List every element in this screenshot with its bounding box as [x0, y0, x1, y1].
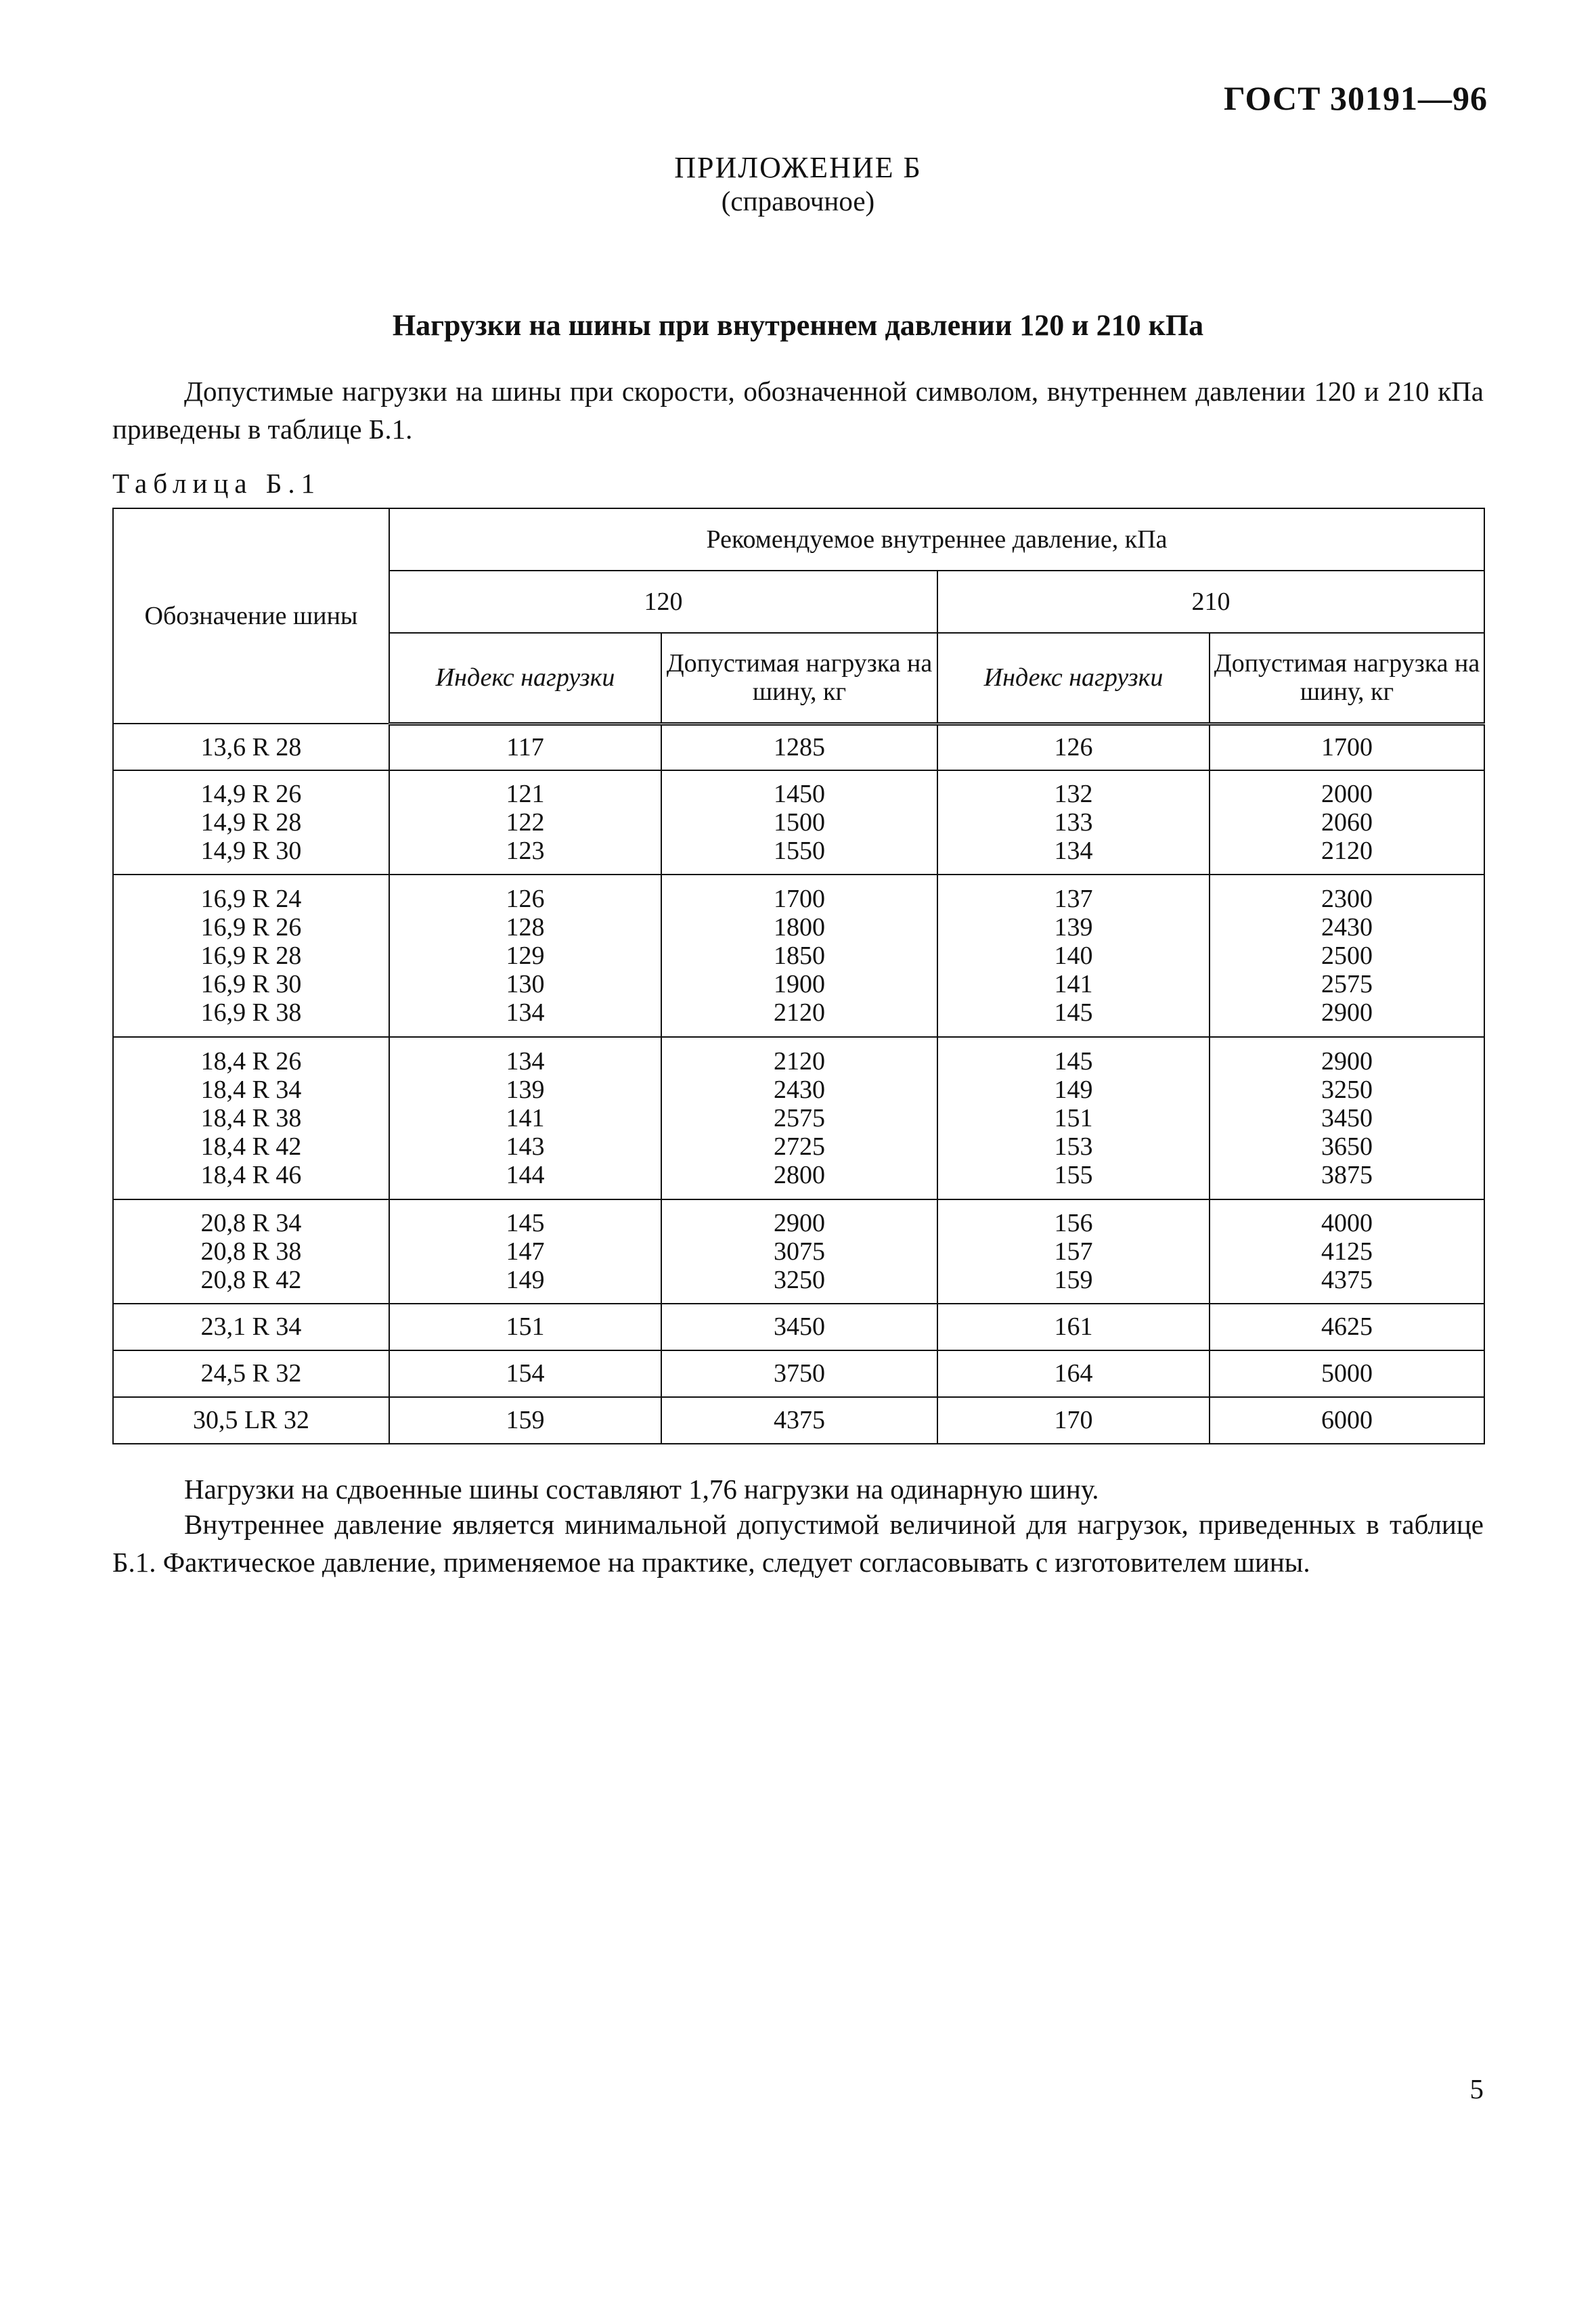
max-load-120: 4375	[774, 1406, 825, 1435]
load-index-120: 134	[506, 998, 545, 1028]
load-index-210-cell	[937, 1199, 1210, 1304]
max-load-210: 6000	[1321, 1406, 1373, 1435]
load-index-210: 156	[1054, 1208, 1093, 1237]
max-load-120: 2430	[774, 1075, 825, 1104]
note-pressure: Внутреннее давление является минимальной допустимой величиной для нагрузок, приведенных в таблице Б.1. Фактическое давление, применяемое на практике, следует согласовывать с изготовителем шины.	[112, 1509, 1484, 1578]
max-load-120: 1800	[774, 913, 825, 942]
table-row	[113, 1397, 1484, 1444]
table-row	[113, 1199, 1484, 1304]
max-load-120: 2120	[774, 1046, 825, 1076]
table-row	[113, 875, 1484, 1037]
tire-designation: 14,9 R 30	[200, 837, 302, 866]
tire-designation: 14,9 R 26	[200, 780, 302, 809]
max-load-210: 2430	[1321, 913, 1373, 942]
max-load-210: 3450	[1321, 1103, 1373, 1132]
tire-designation: 18,4 R 34	[200, 1075, 302, 1104]
load-index-120-cell	[389, 875, 661, 1037]
max-load-210-cell	[1210, 724, 1484, 770]
table-row	[113, 1037, 1484, 1199]
load-index-210-cell	[937, 1397, 1210, 1444]
tire-designation-cell	[113, 1397, 389, 1444]
max-load-120: 2900	[774, 1208, 825, 1237]
tire-designation: 16,9 R 30	[200, 970, 302, 999]
table-row	[113, 1350, 1484, 1397]
max-load-120: 3075	[774, 1237, 825, 1266]
load-index-120: 129	[506, 942, 545, 971]
max-load-120-cell	[661, 875, 937, 1037]
max-load-120-cell	[661, 1350, 937, 1397]
max-load-210: 2300	[1321, 885, 1373, 914]
max-load-210: 3650	[1321, 1132, 1373, 1161]
max-load-210-cell	[1210, 1397, 1484, 1444]
max-load-120-cell	[661, 1199, 937, 1304]
load-index-210: 145	[1054, 1046, 1093, 1076]
max-load-210: 2120	[1321, 837, 1373, 866]
max-load-210: 2000	[1321, 780, 1373, 809]
tire-designation-cell	[113, 875, 389, 1037]
load-index-120-cell	[389, 1350, 661, 1397]
max-load-210-cell	[1210, 1350, 1484, 1397]
load-index-210: 145	[1054, 998, 1093, 1028]
load-index-120: 145	[506, 1208, 545, 1237]
max-load-210: 4125	[1321, 1237, 1373, 1266]
max-load-210: 1700	[1321, 733, 1373, 762]
tire-designation-cell	[113, 1199, 389, 1304]
load-index-120: 154	[506, 1359, 545, 1388]
load-index-210: 155	[1054, 1160, 1093, 1189]
tire-designation-cell	[113, 1350, 389, 1397]
max-load-120: 3450	[774, 1312, 825, 1342]
tire-designation-cell	[113, 770, 389, 875]
tire-load-table	[112, 508, 1485, 1444]
load-index-210: 157	[1054, 1237, 1093, 1266]
table-caption: Таблица Б.1	[112, 468, 322, 499]
tire-designation-cell	[113, 1304, 389, 1350]
load-index-210: 126	[1054, 733, 1093, 762]
header-max-load-120: Допустимая нагрузка на шину, кг	[661, 633, 937, 724]
max-load-120-cell	[661, 1304, 937, 1350]
max-load-120: 1900	[774, 970, 825, 999]
tire-designation: 20,8 R 42	[200, 1265, 302, 1294]
load-index-120-cell	[389, 1199, 661, 1304]
load-index-120: 143	[506, 1132, 545, 1161]
tire-designation: 14,9 R 28	[200, 808, 302, 837]
max-load-210: 2900	[1321, 1046, 1373, 1076]
load-index-210-cell	[937, 875, 1210, 1037]
load-index-120: 121	[506, 780, 545, 809]
max-load-120-cell	[661, 724, 937, 770]
header-designation: Обозначение шины	[113, 508, 389, 724]
max-load-210-cell	[1210, 770, 1484, 875]
tire-designation: 16,9 R 24	[200, 885, 302, 914]
max-load-210: 4375	[1321, 1265, 1373, 1294]
tire-designation: 16,9 R 28	[200, 942, 302, 971]
max-load-120: 2800	[774, 1160, 825, 1189]
tire-designation-cell	[113, 724, 389, 770]
max-load-120-cell	[661, 770, 937, 875]
tire-designation-cell	[113, 1037, 389, 1199]
load-index-210-cell	[937, 770, 1210, 875]
header-max-load-210: Допустимая нагрузка на шину, кг	[1210, 633, 1484, 724]
load-index-120: 128	[506, 913, 545, 942]
page-number: 5	[1469, 2073, 1484, 2104]
max-load-120: 1500	[774, 808, 825, 837]
load-index-210: 139	[1054, 913, 1093, 942]
max-load-210-cell	[1210, 1304, 1484, 1350]
max-load-120: 2725	[774, 1132, 825, 1161]
max-load-210: 2575	[1321, 970, 1373, 999]
load-index-120: 134	[506, 1046, 545, 1076]
max-load-210: 3875	[1321, 1160, 1373, 1189]
max-load-210: 5000	[1321, 1359, 1373, 1388]
load-index-120: 139	[506, 1075, 545, 1104]
load-index-210: 132	[1054, 780, 1093, 809]
load-index-210: 133	[1054, 808, 1093, 837]
max-load-120: 1700	[774, 885, 825, 914]
note-dual-tires: Нагрузки на сдвоенные шины составляют 1,76 нагрузки на одинарную шину.	[184, 1474, 1099, 1505]
intro-paragraph: Допустимые нагрузки на шины при скорости, обозначенной символом, внутреннем давлении 120 и 210 кПа приведены в таблице Б.1.	[112, 376, 1484, 445]
header-load-index-120: Индекс нагрузки	[389, 633, 661, 724]
max-load-210-cell	[1210, 875, 1484, 1037]
load-index-120: 123	[506, 837, 545, 866]
load-index-210: 137	[1054, 885, 1093, 914]
max-load-120: 1285	[774, 733, 825, 762]
tire-designation: 18,4 R 46	[200, 1160, 302, 1189]
load-index-120-cell	[389, 1397, 661, 1444]
max-load-210: 3250	[1321, 1075, 1373, 1104]
document-code: ГОСТ 30191—96	[1223, 79, 1488, 117]
tire-designation: 20,8 R 38	[200, 1237, 302, 1266]
load-index-120: 126	[506, 885, 545, 914]
max-load-120: 3750	[774, 1359, 825, 1388]
max-load-210: 4000	[1321, 1208, 1373, 1237]
table-body	[113, 724, 1484, 1444]
appendix-title: ПРИЛОЖЕНИЕ Б	[674, 151, 922, 184]
load-index-120: 159	[506, 1406, 545, 1435]
load-index-210: 170	[1054, 1406, 1093, 1435]
tire-designation: 24,5 R 32	[200, 1359, 302, 1388]
load-index-120: 130	[506, 970, 545, 999]
tire-designation: 30,5 LR 32	[192, 1406, 310, 1435]
max-load-210: 2060	[1321, 808, 1373, 837]
max-load-120-cell	[661, 1037, 937, 1199]
load-index-210: 164	[1054, 1359, 1093, 1388]
max-load-120: 1850	[774, 942, 825, 971]
header-pressure-120: 120	[389, 571, 937, 633]
table-row	[113, 770, 1484, 875]
tire-designation: 20,8 R 34	[200, 1208, 302, 1237]
load-index-120-cell	[389, 1304, 661, 1350]
max-load-210: 4625	[1321, 1312, 1373, 1342]
load-index-210: 134	[1054, 837, 1093, 866]
load-index-120-cell	[389, 724, 661, 770]
load-index-210-cell	[937, 1350, 1210, 1397]
load-index-120: 141	[506, 1103, 545, 1132]
load-index-210-cell	[937, 724, 1210, 770]
max-load-210: 2500	[1321, 942, 1373, 971]
load-index-120: 147	[506, 1237, 545, 1266]
tire-designation: 13,6 R 28	[200, 732, 302, 761]
tire-designation: 16,9 R 38	[200, 998, 302, 1028]
load-index-120: 144	[506, 1160, 545, 1189]
max-load-120: 3250	[774, 1265, 825, 1294]
load-index-120: 122	[506, 808, 545, 837]
load-index-210: 140	[1054, 942, 1093, 971]
load-index-210: 161	[1054, 1312, 1093, 1342]
load-index-120: 151	[506, 1312, 545, 1342]
max-load-210: 2900	[1321, 998, 1373, 1028]
load-index-120: 149	[506, 1265, 545, 1294]
header-pressure-210: 210	[937, 571, 1484, 633]
load-index-210-cell	[937, 1037, 1210, 1199]
header-pressure: Рекомендуемое внутреннее давление, кПа	[389, 508, 1484, 571]
max-load-120: 2120	[774, 998, 825, 1028]
load-index-210: 151	[1054, 1103, 1093, 1132]
load-index-210: 159	[1054, 1265, 1093, 1294]
load-index-210: 153	[1054, 1132, 1093, 1161]
load-index-210-cell	[937, 1304, 1210, 1350]
max-load-210-cell	[1210, 1037, 1484, 1199]
tire-designation: 18,4 R 26	[200, 1046, 302, 1076]
appendix-note: (справочное)	[721, 185, 875, 217]
section-title: Нагрузки на шины при внутреннем давлении 120 и 210 кПа	[392, 309, 1204, 342]
max-load-120: 1550	[774, 837, 825, 866]
max-load-120: 2575	[774, 1103, 825, 1132]
header-load-index-210: Индекс нагрузки	[937, 633, 1210, 724]
load-index-120-cell	[389, 770, 661, 875]
tire-designation: 18,4 R 42	[200, 1132, 302, 1161]
max-load-210-cell	[1210, 1199, 1484, 1304]
load-index-120-cell	[389, 1037, 661, 1199]
tire-designation: 23,1 R 34	[200, 1312, 302, 1342]
load-index-210: 141	[1054, 970, 1093, 999]
max-load-120-cell	[661, 1397, 937, 1444]
table-row	[113, 724, 1484, 770]
table-row	[113, 1304, 1484, 1350]
tire-designation: 16,9 R 26	[200, 913, 302, 942]
max-load-120: 1450	[774, 780, 825, 809]
load-index-210: 149	[1054, 1075, 1093, 1104]
tire-designation: 18,4 R 38	[200, 1103, 302, 1132]
load-index-120: 117	[506, 733, 544, 762]
